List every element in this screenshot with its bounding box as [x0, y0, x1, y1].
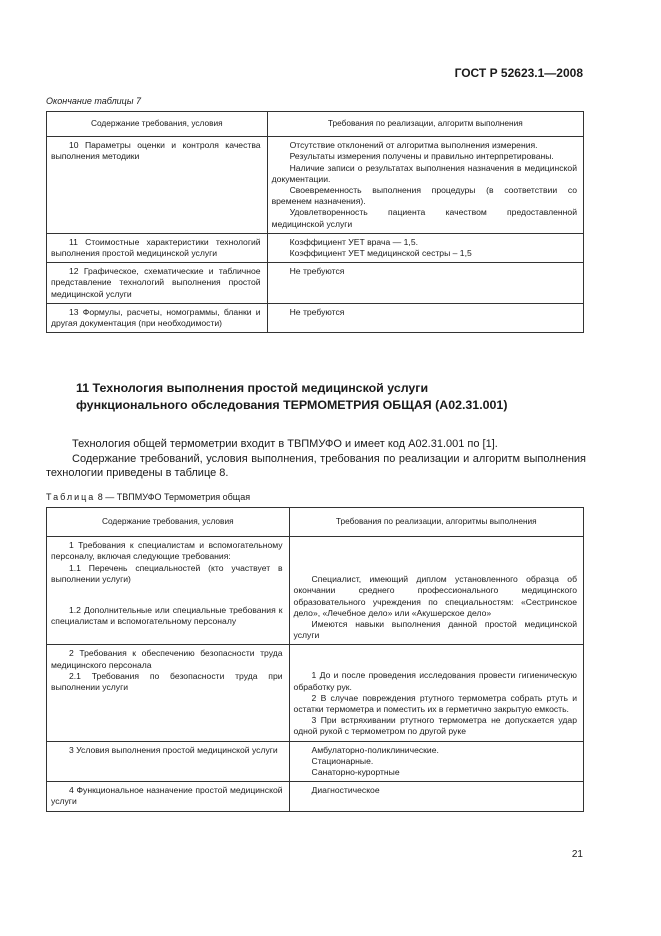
table-row [47, 782, 584, 811]
cell-text: 2.1 Требования по безопасности труда при выполнении услуги [51, 670, 283, 693]
cell-text: Санаторно-курортные [311, 767, 400, 778]
table-7 [46, 111, 584, 333]
cell-text: 1.2 Дополнительные или специальные требования к специалистам и вспомогательному персоналу [51, 605, 283, 627]
cell-text: Результаты измерения получены и правильно интерпретированы. [289, 151, 554, 162]
cell-text: 13 Формулы, расчеты, номограммы, бланки и другая документация (при необходимости) [51, 306, 261, 329]
section-body [46, 437, 586, 481]
cell-text: 10 Параметры оценки и контроля качества выполнения методики [51, 140, 261, 162]
table-cell [47, 263, 268, 304]
table-cell [289, 782, 583, 811]
cell-text: Диагностическое [311, 785, 380, 796]
table-8 [46, 507, 584, 812]
table-cell [47, 537, 290, 645]
cell-text: Не требуются [289, 266, 345, 277]
cell-text: 2 В случае повреждения ртутного термометра собрать ртуть и остатки термометра и поместить их в герметично закрытую емкость. [293, 692, 577, 715]
table-cell [289, 645, 583, 741]
table-cell [47, 137, 268, 234]
column-header: Содержание требования, условия [47, 112, 268, 137]
table-cell [47, 645, 290, 741]
column-header: Требования по реализации, алгоритм выполнения [267, 112, 583, 137]
section-title-line: функционального обследования ТЕРМОМЕТРИЯ ОБЩАЯ (А02.31.001) [76, 398, 508, 412]
cell-text: 3 При встряхивании ртутного термометра не допускается удар одной рукой с термометром по другой руке [293, 715, 577, 737]
cell-text: 3 Условия выполнения простой медицинской услуги [69, 744, 278, 755]
table-row [47, 645, 584, 741]
table-cell [47, 233, 268, 262]
table7-caption: Окончание таблицы 7 [46, 96, 141, 106]
table-cell [47, 303, 268, 332]
table-row [47, 233, 584, 262]
cell-text: 4 Функциональное назначение простой медицинской услуги [51, 785, 283, 807]
cell-text: Не требуются [289, 306, 345, 317]
table-cell [289, 741, 583, 782]
caption-text: 8 — ТВПМУФО Термометрия общая [95, 492, 251, 502]
cell-text: Удовлетворенность пациента качеством предоставленной медицинской услуги [271, 207, 577, 229]
table-row [47, 263, 584, 304]
cell-text: Своевременность выполнения процедуры (в соответствии со временем назначения). [271, 185, 577, 207]
column-header: Содержание требования, условия [47, 508, 290, 537]
cell-text: 2 Требования к обеспечению безопасности труда медицинского персонала [51, 648, 283, 670]
cell-text: 11 Стоимостные характеристики технологий выполнения простой медицинской услуги [51, 236, 261, 259]
table-cell [47, 741, 290, 782]
cell-text: Коэффициент УЕТ врача — 1,5. [289, 236, 418, 247]
table-cell [289, 537, 583, 645]
table-row [47, 137, 584, 234]
cell-text: Наличие записи о результатах выполнения назначения в медицинской документации. [271, 162, 577, 184]
table-row [47, 741, 584, 782]
paragraph: Технология общей термометрии входит в ТВПМУФО и имеет код А02.31.001 по [1]. [72, 438, 498, 450]
table-header-row [47, 112, 584, 137]
section-title-line: 11 Технология выполнения простой медицинской услуги [76, 381, 429, 395]
section-title [76, 380, 586, 414]
cell-text: Коэффициент УЕТ медицинской сестры – 1,5 [289, 248, 472, 259]
cell-text: 1 Требования к специалистам и вспомогательному персоналу, включая следующие требования: [51, 540, 283, 562]
column-header: Требования по реализации, алгоритмы выполнения [289, 508, 583, 537]
cell-text: Амбулаторно-поликлинические. [311, 744, 439, 755]
table-row [47, 537, 584, 645]
cell-text: Специалист, имеющий диплом установленного образца об окончании среднего профессионального медицинского образовательного учреждения по специальностям: «Сестринское дело», «Лечебное дело» или «Акушерское дело» [293, 574, 577, 618]
table-row [47, 303, 584, 332]
table-cell [267, 233, 583, 262]
cell-text: Имеются навыки выполнения данной простой медицинской услуги [293, 619, 577, 641]
document-code: ГОСТ Р 52623.1—2008 [454, 66, 583, 80]
cell-text: 1 До и после проведения исследования провести гигиеническую обработку рук. [293, 670, 577, 692]
table8-caption [46, 492, 250, 502]
cell-text: 12 Графическое, схематические и табличное представление технологий выполнения простой медицинской услуги [51, 266, 261, 299]
table-cell [47, 782, 290, 811]
table-header-row [47, 508, 584, 537]
caption-label: Таблица [46, 492, 96, 502]
cell-text: 1.1 Перечень специальностей (кто участвует в выполнении услуги) [51, 562, 283, 584]
paragraph: Содержание требований, условия выполнения, требования по реализации и алгоритм выполнения технологии приведены в таблице 8. [46, 452, 586, 479]
page-number: 21 [571, 849, 583, 860]
table-cell [267, 263, 583, 304]
cell-text: Стационарные. [311, 755, 374, 766]
cell-text: Отсутствие отклонений от алгоритма выполнения измерения. [289, 140, 538, 151]
table-cell [267, 303, 583, 332]
table-cell [267, 137, 583, 234]
